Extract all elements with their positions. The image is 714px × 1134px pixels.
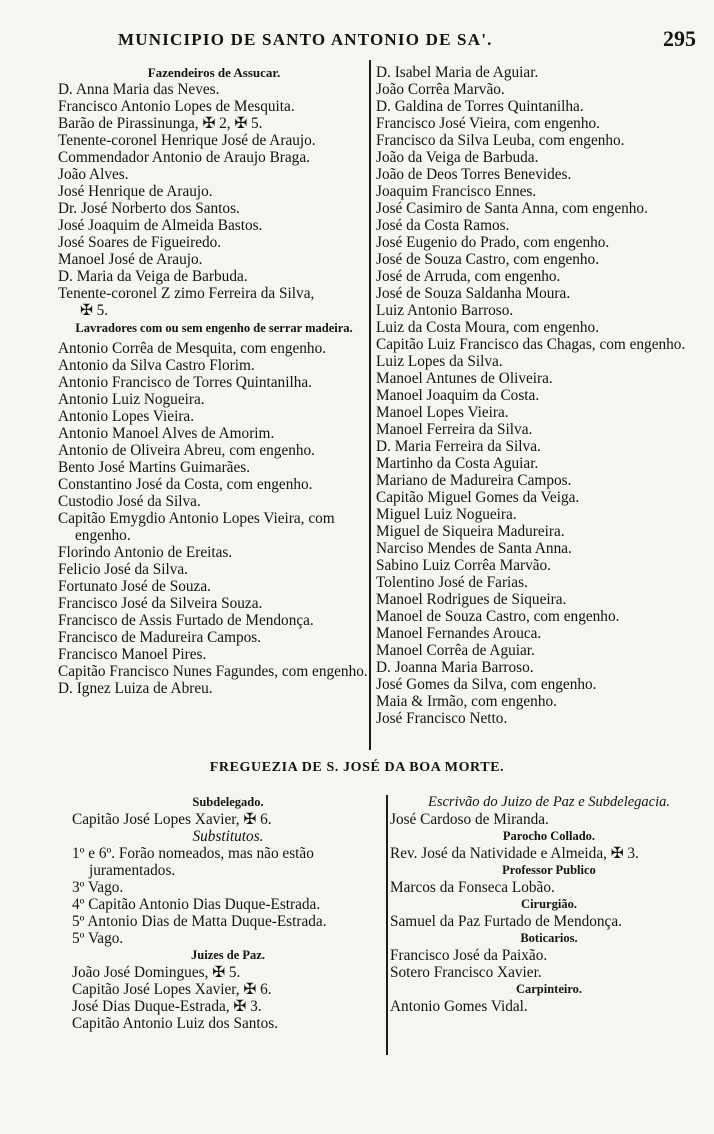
list-item: Francisco de Assis Furtado de Mendonça.: [58, 612, 314, 629]
list-item: 1º e 6º. Forão nomeados, mas não estão juramentados.: [72, 845, 314, 879]
list-item: José Francisco Netto.: [376, 710, 508, 727]
list-item: Tenente-coronel Z zimo Ferreira da Silva,: [58, 285, 315, 302]
list-item: Samuel da Paz Furtado de Mendonça.: [390, 913, 622, 930]
list-item: Antonio da Silva Castro Florim.: [58, 357, 255, 374]
list-item: João Alves.: [58, 166, 129, 183]
list-item: José Dias Duque-Estrada, ✠ 3.: [72, 998, 262, 1015]
list-item: Manoel Antunes de Oliveira.: [376, 370, 553, 387]
list-item: D. Isabel Maria de Aguiar.: [376, 64, 539, 81]
list-item: ✠ 5.: [80, 302, 109, 319]
list-item: Luiz Antonio Barroso.: [376, 302, 514, 319]
heading-fazendeiros: Fazendeiros de Assucar.: [147, 65, 281, 80]
list-item: Antonio Corrêa de Mesquita, com engenho.: [58, 340, 327, 357]
running-title: MUNICIPIO DE SANTO ANTONIO DE SA'.: [118, 30, 493, 49]
list-item: José Soares de Figueiredo.: [58, 234, 222, 251]
list-item: Dr. José Norberto dos Santos.: [58, 200, 240, 217]
list-item: Antonio de Oliveira Abreu, com engenho.: [58, 442, 316, 459]
right-column-top: [376, 64, 704, 727]
list-item: D. Anna Maria das Neves.: [58, 81, 220, 98]
list-item: Joaquim Francisco Ennes.: [376, 183, 537, 200]
heading-escrivao: Escrivão do Juizo de Paz e Subdelegacia.: [427, 794, 670, 810]
left-column-top: [58, 64, 370, 697]
list-item: 4º Capitão Antonio Dias Duque-Estrada.: [72, 896, 321, 913]
list-item: D. Joanna Maria Barroso.: [376, 659, 534, 676]
list-item: Capitão Luiz Francisco das Chagas, com engenho.: [376, 336, 686, 353]
list-item: Narciso Mendes de Santa Anna.: [376, 540, 572, 557]
right-column-bottom: [390, 794, 708, 1015]
list-item: José Henrique de Araujo.: [58, 183, 213, 200]
list-item: Capitão José Lopes Xavier, ✠ 6.: [72, 811, 272, 828]
list-item: D. Maria da Veiga de Barbuda.: [58, 268, 248, 285]
list-item: Sabino Luiz Corrêa Marvão.: [376, 557, 552, 574]
list-item: Manoel Rodrigues de Siqueira.: [376, 591, 567, 608]
list-item: Capitão Antonio Luiz dos Santos.: [72, 1015, 279, 1032]
heading-lavradores: Lavradores com ou sem engenho de serrar madeira.: [75, 321, 353, 335]
list-item: Manoel Corrêa de Aguiar.: [376, 642, 535, 659]
list-item: Antonio Lopes Vieira.: [58, 408, 195, 425]
page-number: 295: [663, 26, 696, 51]
list-item: 3º Vago.: [72, 879, 124, 896]
list-item: D. Maria Ferreira da Silva.: [376, 438, 541, 455]
heading-substitutos: Substitutos.: [192, 828, 264, 845]
list-item: Felicio José da Silva.: [58, 561, 189, 578]
list-item: Manoel José de Araujo.: [58, 251, 203, 268]
page-header: [0, 26, 714, 54]
list-item: José Eugenio do Prado, com engenho.: [376, 234, 610, 251]
list-item: D. Ignez Luiza de Abreu.: [58, 680, 213, 697]
list-item: João da Veiga de Barbuda.: [376, 149, 539, 166]
list-item: Martinho da Costa Aguiar.: [376, 455, 539, 472]
list-item: Capitão Francisco Nunes Fagundes, com engenho.: [58, 663, 368, 680]
list-item: Barão de Pirassinunga, ✠ 2, ✠ 5.: [58, 115, 263, 132]
list-item: Manoel Ferreira da Silva.: [376, 421, 533, 438]
list-item: João Corrêa Marvão.: [376, 81, 505, 98]
list-item: Manoel de Souza Castro, com engenho.: [376, 608, 620, 625]
heading-subdelegado: Subdelegado.: [192, 795, 264, 809]
section-title: FREGUEZIA DE S. JOSÉ DA BOA MORTE.: [209, 760, 505, 775]
list-item: Francisco José Vieira, com engenho.: [376, 115, 600, 132]
list-item: Luiz da Costa Moura, com engenho.: [376, 319, 600, 336]
list-item: Manoel Lopes Vieira.: [376, 404, 509, 421]
list-item: José Joaquim de Almeida Bastos.: [58, 217, 263, 234]
list-item: Francisco José da Silveira Souza.: [58, 595, 263, 612]
heading-cirurgiao: Cirurgião.: [521, 897, 577, 911]
column-divider-lower: [386, 795, 388, 1055]
list-item: 5º Antonio Dias de Matta Duque-Estrada.: [72, 913, 327, 930]
list-item: Fortunato José de Souza.: [58, 578, 211, 595]
list-item: José de Souza Castro, com engenho.: [376, 251, 600, 268]
list-item: Rev. José da Natividade e Almeida, ✠ 3.: [390, 845, 639, 862]
list-item: D. Galdina de Torres Quintanilha.: [376, 98, 584, 115]
list-item: 5º Vago.: [72, 930, 124, 947]
list-item: Capitão Emygdio Antonio Lopes Vieira, com engenho.: [58, 510, 335, 544]
list-item: Miguel Luiz Nogueira.: [376, 506, 517, 523]
list-item: Francisco de Madureira Campos.: [58, 629, 262, 646]
list-item: Antonio Manoel Alves de Amorim.: [58, 425, 275, 442]
list-item: Constantino José da Costa, com engenho.: [58, 476, 313, 493]
list-item: Manoel Fernandes Arouca.: [376, 625, 542, 642]
list-item: Bento José Martins Guimarães.: [58, 459, 251, 476]
list-item: Marcos da Fonseca Lobão.: [390, 879, 555, 896]
left-column-bottom: [72, 794, 384, 1032]
list-item: Manoel Joaquim da Costa.: [376, 387, 540, 404]
list-item: Mariano de Madureira Campos.: [376, 472, 572, 489]
list-item: Maia & Irmão, com engenho.: [376, 693, 557, 710]
list-item: Luiz Lopes da Silva.: [376, 353, 503, 370]
list-item: José de Souza Saldanha Moura.: [376, 285, 571, 302]
list-item: Tenente-coronel Henrique José de Araujo.: [58, 132, 316, 149]
heading-juizes: Juizes de Paz.: [191, 948, 265, 962]
list-item: Antonio Luiz Nogueira.: [58, 391, 205, 408]
list-item: Tolentino José de Farias.: [376, 574, 528, 591]
list-item: Florindo Antonio de Ereitas.: [58, 544, 233, 561]
list-item: Capitão José Lopes Xavier, ✠ 6.: [72, 981, 272, 998]
list-item: José de Arruda, com engenho.: [376, 268, 561, 285]
list-item: Commendador Antonio de Araujo Braga.: [58, 149, 310, 166]
list-item: Custodio José da Silva.: [58, 493, 201, 510]
list-item: Francisco da Silva Leuba, com engenho.: [376, 132, 625, 149]
list-item: Miguel de Siqueira Madureira.: [376, 523, 565, 540]
list-item: João de Deos Torres Benevides.: [376, 166, 572, 183]
list-item: José Gomes da Silva, com engenho.: [376, 676, 597, 693]
list-item: José Casimiro de Santa Anna, com engenho.: [376, 200, 648, 217]
list-item: José da Costa Ramos.: [376, 217, 510, 234]
heading-professor: Professor Publico: [502, 863, 596, 877]
list-item: Antonio Gomes Vidal.: [390, 998, 528, 1015]
list-item: João José Domingues, ✠ 5.: [72, 964, 241, 981]
heading-carpinteiro: Carpinteiro.: [515, 982, 583, 996]
list-item: José Cardoso de Miranda.: [390, 811, 549, 828]
list-item: Antonio Francisco de Torres Quintanilha.: [58, 374, 312, 391]
list-item: Capitão Miguel Gomes da Veiga.: [376, 489, 580, 506]
list-item: Francisco José da Paixão.: [390, 947, 548, 964]
list-item: Sotero Francisco Xavier.: [390, 964, 542, 981]
list-item: Francisco Antonio Lopes de Mesquita.: [58, 98, 295, 115]
heading-parocho: Parocho Collado.: [502, 829, 596, 843]
list-item: Francisco Manoel Pires.: [58, 646, 207, 663]
heading-boticarios: Boticarios.: [520, 931, 578, 945]
